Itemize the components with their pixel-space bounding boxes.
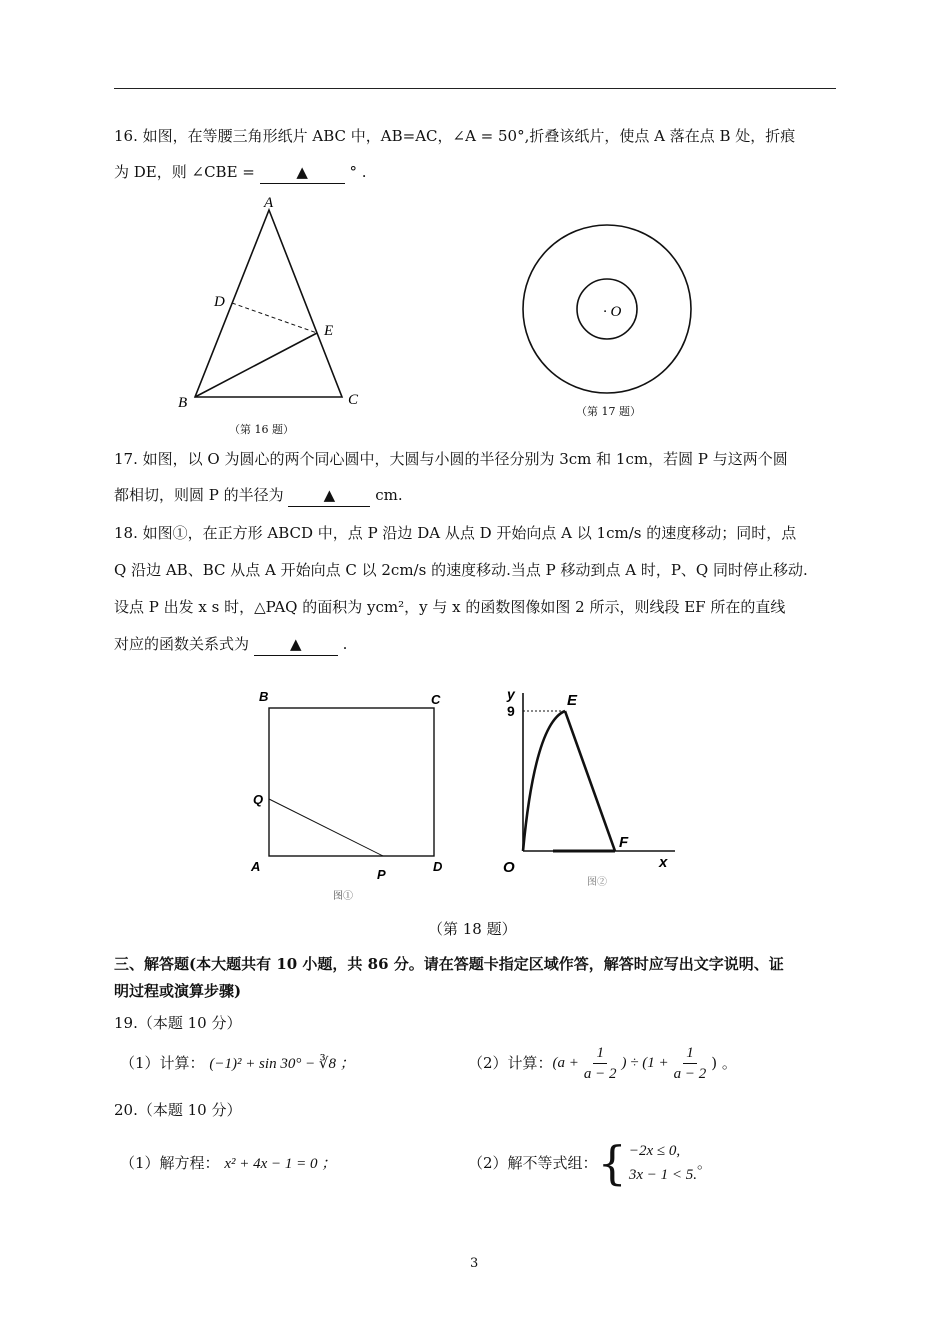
q20-title: 20.（本题 10 分）	[114, 1101, 242, 1119]
q19-fraction-1	[581, 1043, 620, 1084]
q17-answer-blank: ▲	[288, 484, 370, 507]
q20-part1-label: （1）解方程：	[120, 1154, 220, 1172]
q18-graph-figure	[495, 683, 685, 893]
q19-part2-a: (a +	[552, 1055, 579, 1071]
q19-part2	[468, 1040, 737, 1086]
q19-title: 19.（本题 10 分）	[114, 1014, 242, 1032]
q18-line4	[114, 633, 347, 656]
q20-part2-label: （2）解不等式组：	[468, 1154, 598, 1172]
q16-line2	[114, 161, 366, 184]
q20-part2-end: 。	[696, 1154, 712, 1172]
q18-caption: （第 18 题）	[428, 920, 517, 938]
q17-line2-post: cm.	[375, 486, 403, 504]
q19-frac1-num: 1	[593, 1043, 607, 1064]
q20-row2: 3x − 1 < 5.	[628, 1167, 697, 1183]
fig2-label-o: O	[503, 859, 515, 876]
segment-be	[195, 333, 317, 397]
label-c: C	[348, 392, 359, 408]
q17-caption: （第 17 题）	[576, 405, 641, 418]
fig1-label-c: C	[431, 692, 441, 707]
q18-line4-post: .	[342, 635, 348, 653]
fig2-label-x: x	[659, 854, 668, 871]
segment-qp	[269, 799, 383, 856]
q20-part1-expr: x² + 4x − 1 = 0 ；	[224, 1156, 337, 1172]
q19-part2-end: ) 。	[711, 1054, 737, 1072]
q20-part1	[120, 1152, 336, 1175]
q18-square-figure	[245, 685, 455, 910]
q19-part1-expr: (−1)² + sin 30° − ∛8 ；	[209, 1056, 355, 1072]
q18-line1: 18. 如图①，在正方形 ABCD 中，点 P 沿边 DA 从点 D 开始向点 A 以 1cm/s 的速度移动；同时，点	[114, 524, 797, 542]
q19-part1	[120, 1052, 355, 1075]
q20-row1: −2x ≤ 0,	[628, 1143, 681, 1159]
q19-fraction-2	[671, 1043, 710, 1084]
q19-frac2-den: a − 2	[673, 1065, 707, 1082]
fig1-label-d: D	[433, 859, 443, 874]
q16-line2-post: ° .	[349, 163, 367, 181]
q19-part2-label: （2）计算：	[468, 1054, 553, 1072]
q19-part1-label: （1）计算：	[120, 1054, 205, 1072]
label-b: B	[178, 395, 188, 411]
label-e: E	[324, 323, 334, 339]
fig1-label-b: B	[259, 689, 269, 704]
q16-line1: 16. 如图，在等腰三角形纸片 ABC 中，AB=AC，∠A = 50°,折叠该纸片，使点 A 落在点 B 处，折痕	[114, 127, 796, 145]
q16-caption: （第 16 题）	[229, 423, 294, 436]
header-rule	[114, 88, 836, 89]
q18-line4-pre: 对应的函数关系式为	[114, 635, 250, 653]
q18-line2: Q 沿边 AB、BC 从点 A 开始向点 C 以 2cm/s 的速度移动.当点 P 移动到点 A 时，P、Q 同时停止移动.	[114, 561, 808, 579]
q17-line2-pre: 都相切，则圆 P 的半径为	[114, 486, 284, 504]
q20-inequality-system	[597, 1136, 697, 1190]
fig1-label-p: P	[377, 867, 386, 882]
q17-circles-figure	[520, 222, 700, 402]
fig1-caption: 图①	[333, 891, 353, 902]
q17-line2	[114, 484, 403, 507]
fig1-label-a: A	[251, 859, 261, 874]
q18-answer-blank: ▲	[254, 633, 338, 656]
brace: {	[597, 1136, 627, 1190]
fig2-label-y: y	[507, 686, 515, 702]
page-number: 3	[470, 1256, 479, 1271]
fig2-label-9: 9	[507, 703, 515, 719]
fig2-label-f: F	[619, 834, 629, 851]
fig2-label-e: E	[567, 692, 578, 709]
section3-line2: 明过程或演算步骤)	[114, 982, 242, 1000]
q18-line3: 设点 P 出发 x s 时，△PAQ 的面积为 ycm²，y 与 x 的函数图像如图 2 所示，则线段 EF 所在的直线	[114, 598, 786, 616]
q16-triangle-figure	[170, 192, 370, 437]
q20-part2	[468, 1137, 712, 1189]
label-a: A	[264, 195, 274, 211]
center-label-o: · O	[603, 304, 622, 320]
section3-line1: 三、解答题(本大题共有 10 小题，共 86 分。请在答题卡指定区域作答，解答时应写出文字说明、证	[114, 955, 784, 973]
segment-ef	[565, 711, 615, 851]
q17-line1: 17. 如图，以 O 为圆心的两个同心圆中，大圆与小圆的半径分别为 3cm 和 1cm，若圆 P 与这两个圆	[114, 450, 788, 468]
fold-line-de	[232, 303, 317, 333]
q19-frac1-den: a − 2	[583, 1065, 617, 1082]
q19-part2-mid: ) ÷ (1 +	[621, 1055, 669, 1071]
fig2-caption: 图②	[587, 877, 607, 888]
label-d: D	[214, 294, 225, 310]
fig1-label-q: Q	[253, 792, 264, 807]
q16-line2-pre: 为 DE，则 ∠CBE =	[114, 163, 255, 181]
curve-oe	[523, 711, 565, 851]
q19-frac2-num: 1	[683, 1043, 697, 1064]
square-abcd	[269, 708, 434, 856]
q16-answer-blank: ▲	[260, 161, 345, 184]
